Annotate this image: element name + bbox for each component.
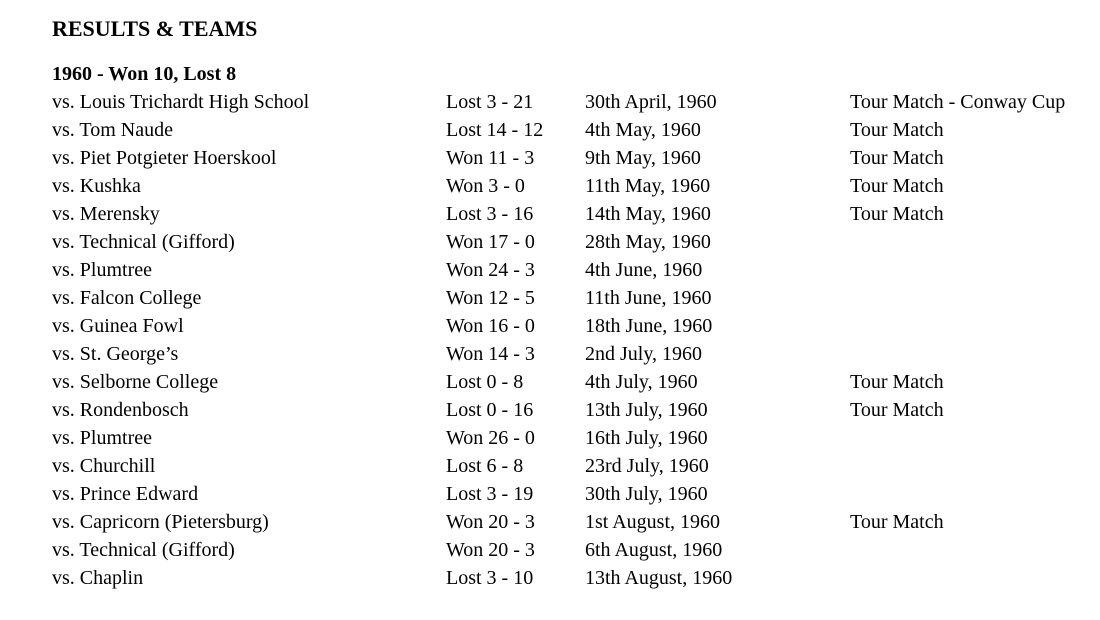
opponent: vs. St. George’s bbox=[52, 343, 179, 365]
match-date: 11th June, 1960 bbox=[585, 287, 712, 309]
match-date: 13th July, 1960 bbox=[585, 399, 708, 421]
result-row bbox=[52, 256, 1098, 284]
opponent: vs. Falcon College bbox=[52, 287, 202, 309]
match-note: Tour Match bbox=[850, 203, 944, 225]
result-row bbox=[52, 116, 1098, 144]
result-row bbox=[52, 452, 1098, 480]
match-note: Tour Match bbox=[850, 371, 944, 393]
opponent: vs. Technical (Gifford) bbox=[52, 539, 235, 561]
result-row bbox=[52, 396, 1098, 424]
score: Won 17 - 0 bbox=[446, 231, 535, 253]
score: Won 24 - 3 bbox=[446, 259, 535, 281]
match-date: 23rd July, 1960 bbox=[585, 455, 709, 477]
score: Lost 0 - 16 bbox=[446, 399, 534, 421]
score: Won 20 - 3 bbox=[446, 539, 535, 561]
opponent: vs. Chaplin bbox=[52, 567, 144, 589]
match-date: 6th August, 1960 bbox=[585, 539, 723, 561]
match-date: 4th July, 1960 bbox=[585, 371, 698, 393]
match-date: 4th May, 1960 bbox=[585, 119, 701, 141]
opponent: vs. Tom Naude bbox=[52, 119, 173, 141]
score: Lost 3 - 19 bbox=[446, 483, 534, 505]
page-title: RESULTS & TEAMS bbox=[52, 16, 258, 41]
score: Won 14 - 3 bbox=[446, 343, 535, 365]
match-date: 9th May, 1960 bbox=[585, 147, 701, 169]
opponent: vs. Louis Trichardt High School bbox=[52, 91, 310, 113]
opponent: vs. Rondenbosch bbox=[52, 399, 189, 421]
score: Won 11 - 3 bbox=[446, 147, 535, 169]
result-row bbox=[52, 480, 1098, 508]
opponent: vs. Guinea Fowl bbox=[52, 315, 184, 337]
results-list bbox=[52, 88, 1098, 592]
match-note: Tour Match bbox=[850, 147, 944, 169]
result-row bbox=[52, 172, 1098, 200]
match-date: 11th May, 1960 bbox=[585, 175, 711, 197]
season-summary: 1960 - Won 10, Lost 8 bbox=[52, 63, 237, 85]
match-note: Tour Match bbox=[850, 175, 944, 197]
match-date: 13th August, 1960 bbox=[585, 567, 733, 589]
result-row bbox=[52, 368, 1098, 396]
opponent: vs. Technical (Gifford) bbox=[52, 231, 235, 253]
match-date: 28th May, 1960 bbox=[585, 231, 711, 253]
match-date: 1st August, 1960 bbox=[585, 511, 721, 533]
result-row bbox=[52, 564, 1098, 592]
opponent: vs. Merensky bbox=[52, 203, 160, 225]
match-date: 2nd July, 1960 bbox=[585, 343, 703, 365]
result-row bbox=[52, 312, 1098, 340]
result-row bbox=[52, 144, 1098, 172]
match-date: 30th July, 1960 bbox=[585, 483, 708, 505]
score: Won 3 - 0 bbox=[446, 175, 525, 197]
match-date: 4th June, 1960 bbox=[585, 259, 703, 281]
match-date: 14th May, 1960 bbox=[585, 203, 711, 225]
result-row bbox=[52, 228, 1098, 256]
score: Lost 0 - 8 bbox=[446, 371, 524, 393]
score: Won 26 - 0 bbox=[446, 427, 535, 449]
opponent: vs. Prince Edward bbox=[52, 483, 199, 505]
opponent: vs. Piet Potgieter Hoerskool bbox=[52, 147, 277, 169]
score: Lost 6 - 8 bbox=[446, 455, 524, 477]
result-row bbox=[52, 284, 1098, 312]
result-row bbox=[52, 340, 1098, 368]
score: Lost 3 - 21 bbox=[446, 91, 534, 113]
result-row bbox=[52, 536, 1098, 564]
result-row bbox=[52, 88, 1098, 116]
result-row bbox=[52, 424, 1098, 452]
match-date: 18th June, 1960 bbox=[585, 315, 713, 337]
match-date: 30th April, 1960 bbox=[585, 91, 717, 113]
opponent: vs. Plumtree bbox=[52, 259, 152, 281]
score: Won 12 - 5 bbox=[446, 287, 535, 309]
opponent: vs. Capricorn (Pietersburg) bbox=[52, 511, 269, 533]
opponent: vs. Kushka bbox=[52, 175, 141, 197]
score: Lost 14 - 12 bbox=[446, 119, 544, 141]
result-row bbox=[52, 200, 1098, 228]
opponent: vs. Plumtree bbox=[52, 427, 152, 449]
score: Lost 3 - 16 bbox=[446, 203, 534, 225]
match-note: Tour Match bbox=[850, 511, 944, 533]
match-date: 16th July, 1960 bbox=[585, 427, 708, 449]
score: Won 20 - 3 bbox=[446, 511, 535, 533]
result-row bbox=[52, 508, 1098, 536]
opponent: vs. Churchill bbox=[52, 455, 156, 477]
match-note: Tour Match - Conway Cup bbox=[850, 91, 1066, 113]
match-note: Tour Match bbox=[850, 399, 944, 421]
score: Won 16 - 0 bbox=[446, 315, 535, 337]
match-note: Tour Match bbox=[850, 119, 944, 141]
opponent: vs. Selborne College bbox=[52, 371, 219, 393]
score: Lost 3 - 10 bbox=[446, 567, 534, 589]
